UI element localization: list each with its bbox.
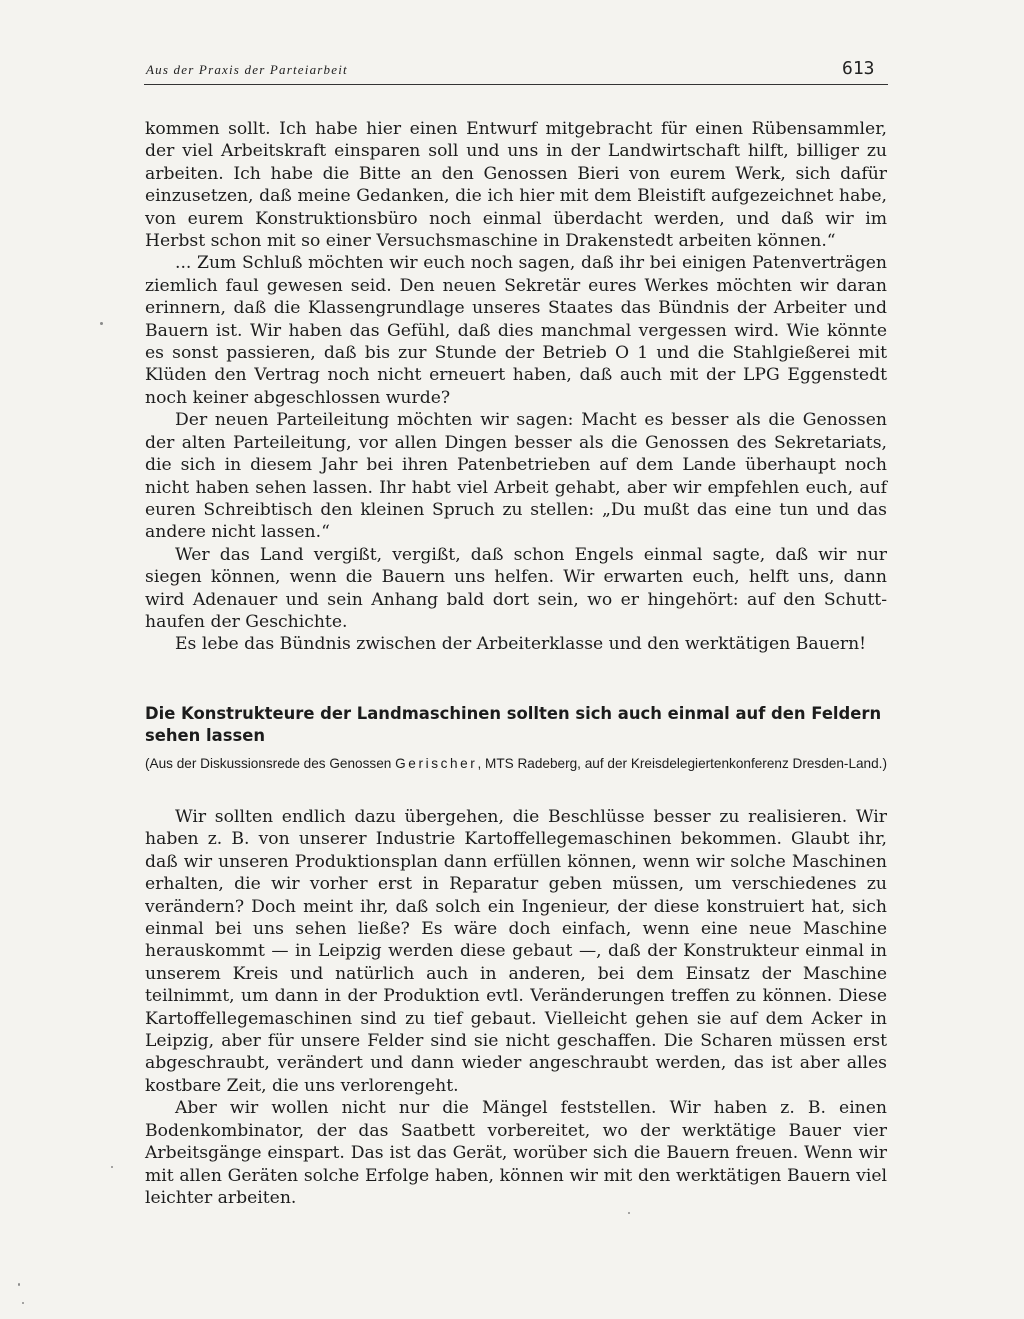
scan-speck xyxy=(100,322,103,325)
paragraph: Der neuen Parteileitung möchten wir sagen: Macht es besser als die Genossen der alten Parteileitung, vor allen Dingen besser als die Genossen des Sekretariats, die sich in diesem Jahr bei ihren Patenbetrieben auf dem Lande überhaupt noch nicht haben sehen lassen. Ihr habt viel Arbeit gehabt, aber wir empfehlen euch, auf euren Schreibtisch den kleinen Spruch zu stellen: „Du mußt das eine tun und das andere nicht lassen.“ xyxy=(145,410,887,543)
page-number: 613 xyxy=(842,58,875,79)
scan-speck xyxy=(111,1166,113,1168)
paragraph: ... Zum Schluß möchten wir euch noch sagen, daß ihr bei einigen Patenverträgen ziemlich faul gewesen seid. Den neuen Sekretär eures Werkes möchten wir daran erinnern, daß die Klassengrundlage unseres Staates das Bündnis der Arbeiter und Bauern ist. Wir haben das Gefühl, daß dies manchmal vergessen wird. Wie könnte es sonst passieren, daß bis zur Stunde der Betrieb O 1 und die Stahlgießerei mit Klüden den Vertrag noch nicht erneuert haben, daß auch mit der LPG Eggenstedt noch keiner abgeschlossen wurde? xyxy=(145,253,887,408)
paragraph: Wer das Land vergißt, vergißt, daß schon Engels einmal sagte, daß wir nur siegen können, wenn die Bauern uns helfen. Wir erwarten euch, helft uns, dann wird Adenauer und sein Anhang bald dort sein, wo er hingehört: auf den Schutthaufen der Geschichte. xyxy=(145,544,887,632)
running-header-title: Aus der Praxis der Parteiarbeit xyxy=(146,62,348,77)
speaker-name: Gerischer xyxy=(395,756,478,771)
scan-speck xyxy=(628,1212,630,1214)
source-note-end: , MTS Radeberg, auf der Kreisdelegiertenkonferenz Dresden-Land.) xyxy=(477,756,887,771)
section-body xyxy=(145,806,887,1209)
paragraph: Wir sollten endlich dazu übergehen, die Beschlüsse besser zu realisieren. Wir haben z. B. von unserer Industrie Kartoffellegemaschinen bekommen. Glaubt ihr, daß wir unseren Produktionsplan dann erfüllen können, wenn wir solche Maschinen erhalten, die wir vorher erst in Reparatur geben müssen, um verschiedenes zu verändern? Doch meint ihr, daß solch ein Ingenieur, der diese konstruiert hat, sich einmal bei uns sehen ließe? Es wäre doch einfach, wenn eine neue Maschine herauskommt — in Leipzig werden diese gebaut —, daß der Konstrukteur einmal in unserem Kreis und natürlich auch in anderen, bei dem Einsatz der Maschine teilnimmt, um dann in der Produktion evtl. Veränderungen treffen zu können. Diese Kartoffellegemaschinen sind zu tief gebaut. Vielleicht gehen sie auf dem Acker in Leipzig, aber für unsere Felder sind sie nicht geschaffen. Die Scharen müssen erst abgeschraubt, verändert und dann wieder angeschraubt werden, das ist aber alles kostbare Zeit, die uns verlorengeht. xyxy=(145,807,887,1096)
article-continuation xyxy=(145,118,887,656)
scan-speck xyxy=(18,1283,20,1286)
section-source-note xyxy=(145,753,893,774)
scan-speck xyxy=(22,1302,24,1304)
paragraph: Es lebe das Bündnis zwischen der Arbeiterklasse und den werktätigen Bauern! xyxy=(175,634,867,655)
paragraph: kommen sollt. Ich habe hier einen Entwurf mitgebracht für einen Rübensammler, der viel Arbeitskraft einsparen soll und uns in der Landwirtschaft hilft, billiger zu arbeiten. Ich habe die Bitte an den Genossen Bieri von eurem Werk, sich dafür einzusetzen, daß meine Gedanken, die ich hier mit dem Bleistift aufgezeichnet habe, von eurem Konstruktionsbüro noch einmal überdacht werden, und daß wir im Herbst schon mit so einer Versuchsmaschine in Drakenstedt arbeiten können.“ xyxy=(145,119,887,252)
section-heading: Die Konstrukteure der Landmaschinen sollten sich auch einmal auf den Feldern sehen lassen xyxy=(145,704,882,745)
paragraph: Aber wir wollen nicht nur die Mängel feststellen. Wir haben z. B. einen Bodenkombinator, der das Saatbett vorbereitet, wo der werktätige Bauer vier Arbeitsgänge einspart. Das ist das Gerät, worüber sich die Bauern freuen. Wenn wir mit allen Geräten solche Erfolge haben, können wir mit den werktätigen Bauern viel leichter arbeiten. xyxy=(145,1098,887,1208)
header-rule xyxy=(144,84,888,85)
source-note-start: (Aus der Diskussionsrede des Genossen xyxy=(145,756,396,771)
